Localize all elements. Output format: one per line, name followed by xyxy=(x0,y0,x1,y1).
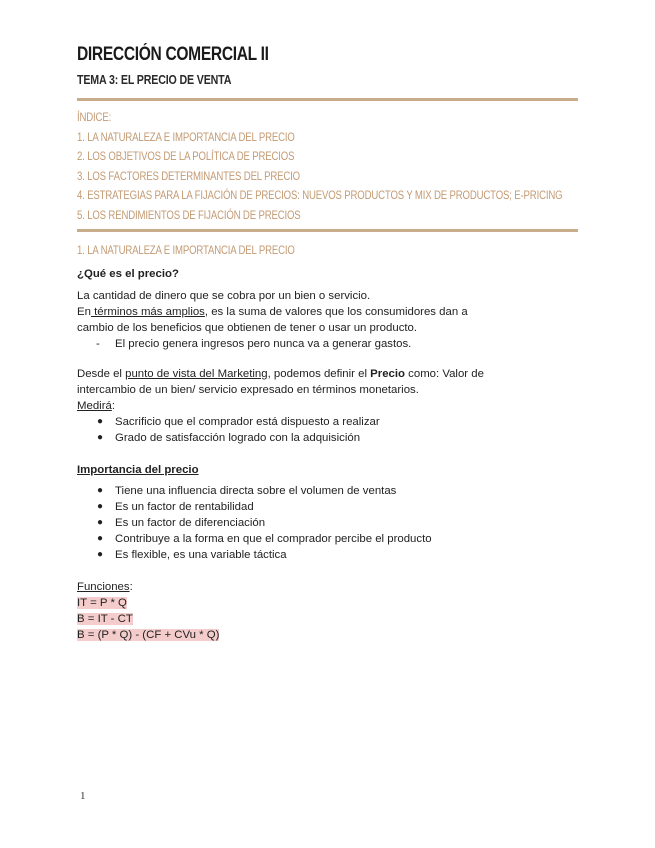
definition-line: La cantidad de dinero que se cobra por un bien o servicio. xyxy=(77,290,371,302)
document-title: DIRECCIÓN COMERCIAL II xyxy=(77,44,269,65)
divider-top xyxy=(77,98,578,101)
list-item: ● Contribuye a la forma en que el comprador percibe el producto xyxy=(97,533,432,545)
list-item: ● Grado de satisfacción logrado con la adquisición xyxy=(97,432,361,444)
toc-item[interactable]: 5. LOS RENDIMIENTOS DE FIJACIÓN DE PRECIOS xyxy=(77,207,301,222)
formula: B = IT - CT xyxy=(77,613,133,625)
functions-label: Funciones: xyxy=(77,581,133,593)
table-of-contents xyxy=(77,108,562,225)
bold-term: Precio xyxy=(370,368,405,380)
toc-item[interactable]: 3. LOS FACTORES DETERMINANTES DEL PRECIO xyxy=(77,168,300,183)
page-number: 1 xyxy=(80,790,86,802)
list-item: ● Es flexible, es una variable táctica xyxy=(97,549,287,561)
marketing-definition-line: intercambio de un bien/ servicio expresado en términos monetarios. xyxy=(77,384,419,396)
toc-heading: ÍNDICE: xyxy=(77,110,112,124)
underlined-term: punto de vista del Marketing xyxy=(125,368,268,380)
importance-list xyxy=(77,483,484,563)
dash-list-item: - El precio genera ingresos pero nunca va a generar gastos. xyxy=(96,338,412,350)
list-item: ● Es un factor de rentabilidad xyxy=(97,501,254,513)
formula: IT = P * Q xyxy=(77,597,127,609)
formula: B = (P * Q) - (CF + CVu * Q) xyxy=(77,629,220,641)
question-heading: ¿Qué es el precio? xyxy=(77,268,179,280)
definition-line: cambio de los beneficios que obtienen de tener o usar un producto. xyxy=(77,322,418,334)
toc-item[interactable]: 2. LOS OBJETIVOS DE LA POLÍTICA DE PRECIOS xyxy=(77,149,295,163)
importance-heading: Importancia del precio xyxy=(77,464,199,476)
section-content xyxy=(77,266,484,643)
list-item: ● Es un factor de diferenciación xyxy=(97,517,266,529)
underlined-term: términos más amplios xyxy=(90,306,205,318)
toc-item[interactable]: 4. ESTRATEGIAS PARA LA FIJACIÓN DE PRECIOS: NUEVOS PRODUCTOS Y MIX DE PRODUCTOS; E-PRICING xyxy=(77,188,563,202)
mide-list xyxy=(77,414,484,446)
section-heading: 1. LA NATURALEZA E IMPORTANCIA DEL PRECIO xyxy=(77,243,295,257)
list-item: ● Tiene una influencia directa sobre el volumen de ventas xyxy=(97,485,397,497)
list-item: ● Sacrificio que el comprador está dispuesto a realizar xyxy=(97,416,380,428)
definition-line: En términos más amplios, es la suma de valores que los consumidores dan a xyxy=(77,306,468,318)
document-subtitle: TEMA 3: EL PRECIO DE VENTA xyxy=(77,72,232,87)
toc-item[interactable]: 1. LA NATURALEZA E IMPORTANCIA DEL PRECIO xyxy=(77,129,295,144)
mide-label: Medirá: xyxy=(77,400,115,412)
marketing-definition: Desde el punto de vista del Marketing, podemos definir el Precio como: Valor de xyxy=(77,368,484,380)
divider-bottom xyxy=(77,229,578,232)
